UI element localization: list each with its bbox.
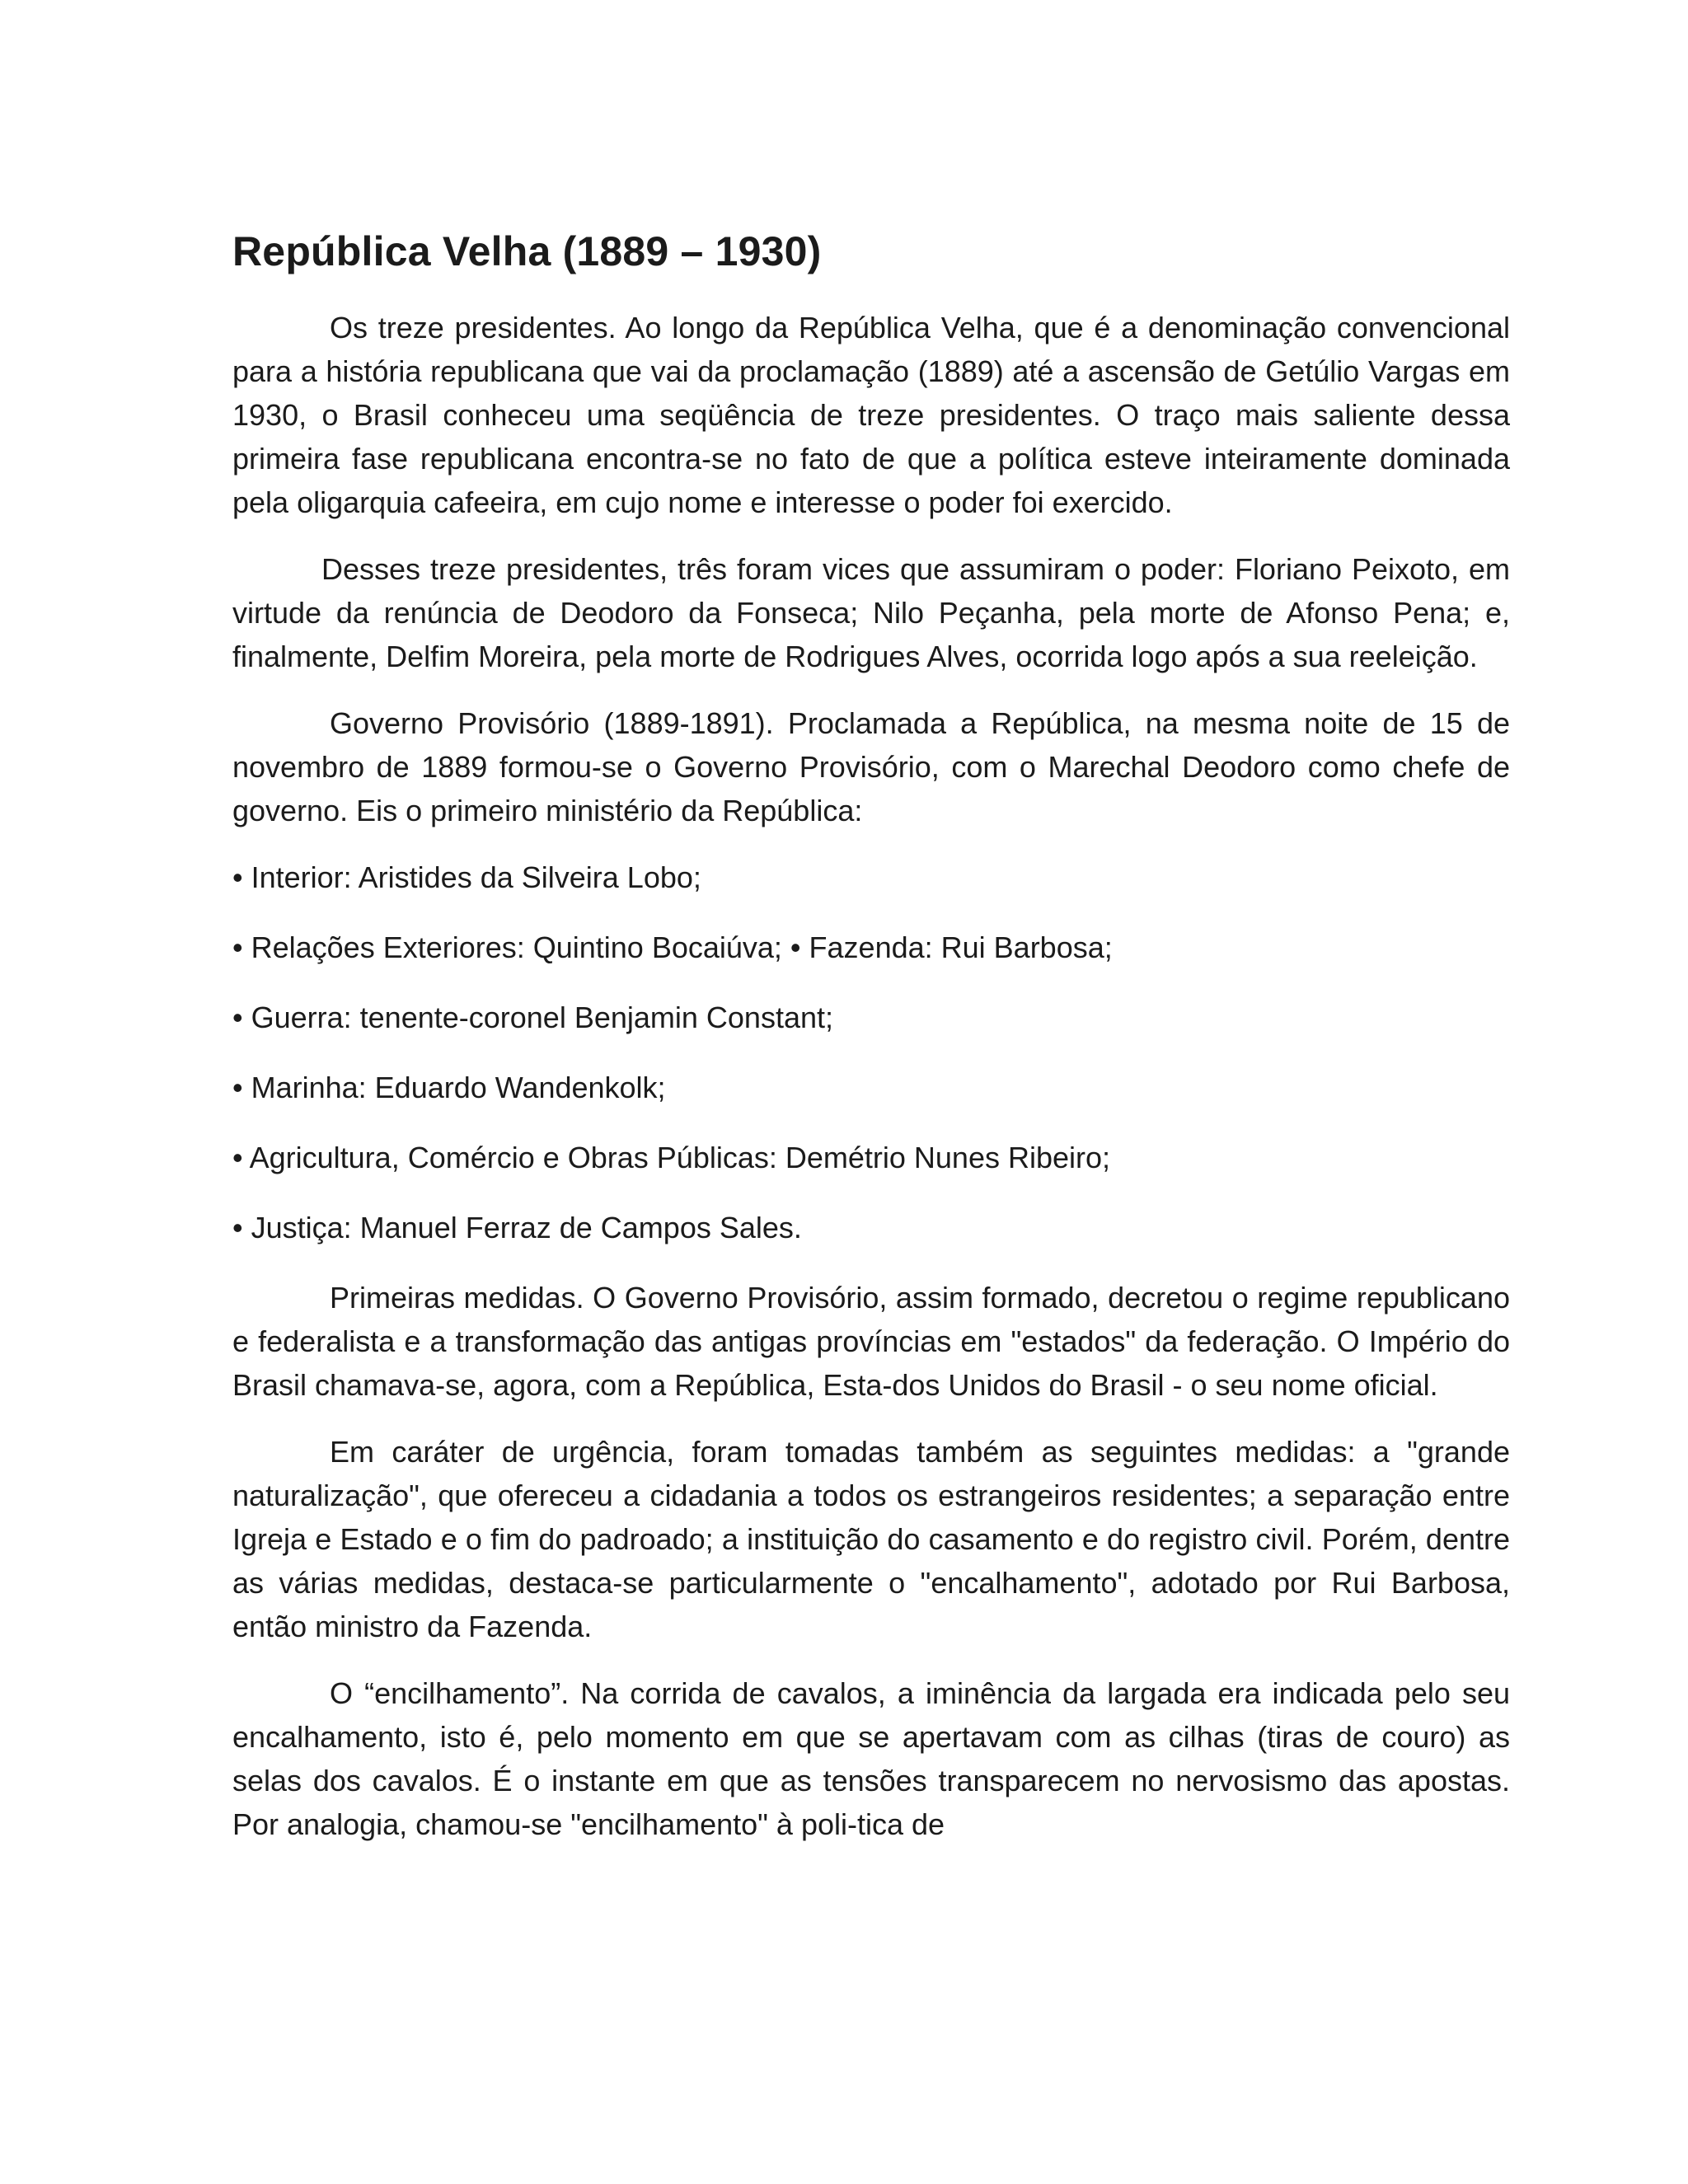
paragraph-treze-presidentes: Os treze presidentes. Ao longo da República Velha, que é a denominação convencional para a história republicana que vai da proclamação (1889) até a ascensão de Getúlio Vargas em 1930, o Brasil conheceu uma seqüência de treze presidentes. O traço mais saliente dessa primeira fase republicana encontra-se no fato de que a política esteve inteiramente dominada pela oligarquia cafeeira, em cujo nome e interesse o poder foi exercido. [232,311,1510,519]
page-title: República Velha (1889 – 1930) [232,228,822,274]
paragraph-governo-provisorio: Governo Provisório (1889-1891). Proclamada a República, na mesma noite de 15 de novembro de 1889 formou-se o Governo Provisório, com o Marechal Deodoro como chefe de governo. Eis o primeiro ministério da República: [232,706,1510,827]
paragraph-vices: Desses treze presidentes, três foram vices que assumiram o poder: Floriano Peixoto, em virtude da renúncia de Deodoro da Fonseca; Nilo Peçanha, pela morte de Afonso Pena; e, finalmente, Delfim Moreira, pela morte de Rodrigues Alves, ocorrida logo após a sua reeleição. [232,552,1510,673]
list-item: • Interior: Aristides da Silveira Lobo; [232,860,701,894]
list-item: • Justiça: Manuel Ferraz de Campos Sales. [232,1211,802,1244]
paragraph-encilhamento: O “encilhamento”. Na corrida de cavalos, a iminência da largada era indicada pelo seu encalhamento, isto é, pelo momento em que se apertavam com as cilhas (tiras de couro) as selas dos cavalos. É o instante em que as tensões transparecem no nervosismo das apostas. Por analogia, chamou-se "encilhamento" à poli-tica de [232,1676,1510,1841]
ministry-list [232,855,1510,1250]
list-item: • Marinha: Eduardo Wandenkolk; [232,1071,666,1104]
paragraph-primeiras-medidas: Primeiras medidas. O Governo Provisório, assim formado, decretou o regime republicano e federalista e a transformação das antigas províncias em "estados" da federação. O Império do Brasil chamava-se, agora, com a República, Esta-dos Unidos do Brasil - o seu nome oficial. [232,1281,1510,1402]
list-item: • Agricultura, Comércio e Obras Públicas: Demétrio Nunes Ribeiro; [232,1141,1111,1174]
document-page [232,229,1510,1869]
paragraph-urgencia: Em caráter de urgência, foram tomadas também as seguintes medidas: a "grande naturalização", que ofereceu a cidadania a todos os estrangeiros residentes; a separação entre Igreja e Estado e o fim do padroado; a instituição do casamento e do registro civil. Porém, dentre as várias medidas, destaca-se particularmente o "encalhamento", adotado por Rui Barbosa, então ministro da Fazenda. [232,1435,1510,1643]
list-item: • Relações Exteriores: Quintino Bocaiúva; • Fazenda: Rui Barbosa; [232,930,1113,964]
list-item: • Guerra: tenente-coronel Benjamin Constant; [232,1001,833,1034]
